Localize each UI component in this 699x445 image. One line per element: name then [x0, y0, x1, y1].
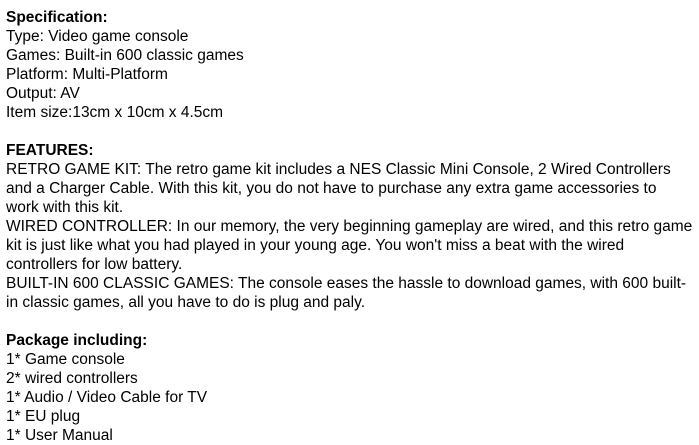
- package-line-eu-plug: 1* EU plug: [6, 408, 81, 425]
- specification-section: [6, 8, 693, 122]
- spacer-after-specification: [6, 122, 693, 141]
- package-line-user-manual: 1* User Manual: [6, 427, 113, 444]
- features-paragraph-wired-controller: WIRED CONTROLLER: In our memory, the very beginning gameplay are wired, and this retro game kit is just like what you had played in your young age. You won't miss a beat with the wired controllers for low battery.: [6, 218, 693, 273]
- features-section: [6, 141, 693, 312]
- specification-heading: Specification:: [6, 9, 108, 26]
- specification-line-games: Games: Built-in 600 classic games: [6, 47, 244, 64]
- package-line-av-cable: 1* Audio / Video Cable for TV: [6, 389, 208, 406]
- features-heading: FEATURES:: [6, 142, 94, 159]
- package-heading: Package including:: [6, 332, 148, 349]
- spacer-after-features: [6, 312, 693, 331]
- specification-line-type: Type: Video game console: [6, 28, 189, 45]
- specification-line-platform: Platform: Multi-Platform: [6, 66, 168, 83]
- specification-line-output: Output: AV: [6, 85, 80, 102]
- features-paragraph-retro-game-kit: RETRO GAME KIT: The retro game kit includes a NES Classic Mini Console, 2 Wired Controllers and a Charger Cable. With this kit, you do not have to purchase any extra game accessories to work with this kit.: [6, 161, 671, 216]
- package-line-console: 1* Game console: [6, 351, 125, 368]
- features-paragraph-builtin-games: BUILT-IN 600 CLASSIC GAMES: The console eases the hassle to download games, with 600 built-in classic games, all you have to do is plug and paly.: [6, 275, 687, 311]
- package-line-controllers: 2* wired controllers: [6, 370, 138, 387]
- package-section: [6, 331, 693, 445]
- specification-line-item-size: Item size:13cm x 10cm x 4.5cm: [6, 104, 224, 121]
